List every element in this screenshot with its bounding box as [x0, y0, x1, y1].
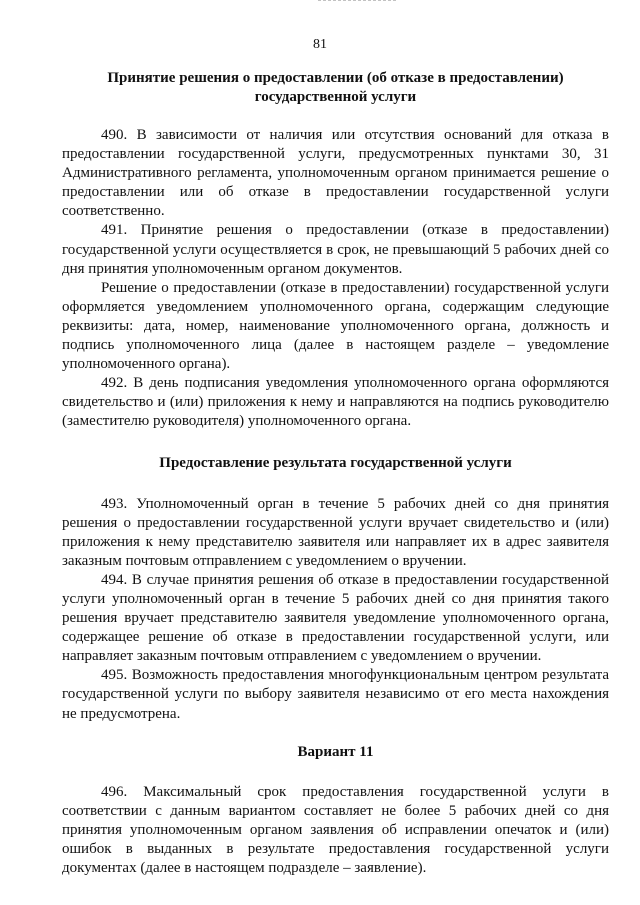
scan-edge-mark	[318, 0, 396, 3]
paragraph-496: 496. Максимальный срок предоставления государственной услуги в соответствии с данным вариантом составляет не более 5 рабочих дней со дня принятия уполномоченным органом заявления об исправлении опечаток и (или) ошибок в выданных в результате предоставления государственной услуги документах (далее в настоящем подразделе – заявление).	[62, 783, 609, 876]
paragraph-494: 494. В случае принятия решения об отказе в предоставлении государственной услуги уполномоченный орган в течение 5 рабочих дней со дня принятия такого решения вручает представителю заявителя уведомление уполномоченного органа, содержащее решение об отказе в предоставлении государственной услуги, или направляет заказным почтовым отправлением с уведомлением о вручении.	[62, 571, 609, 665]
section-decision-body	[62, 126, 609, 432]
section-heading-result: Предоставление результата государственной услуги	[159, 454, 512, 471]
paragraph-491-decision-form: Решение о предоставлении (отказе в предоставлении) государственной услуги оформляется уведомлением уполномоченного органа, содержащим следующие реквизиты: дата, номер, наименование уполномоченного органа, должность и подпись уполномоченного лица (далее в настоящем разделе – уведомление уполномоченного органа).	[62, 279, 609, 373]
section-result-body	[62, 495, 609, 724]
section-heading-decision: Принятие решения о предоставлении (об отказе в предоставлении) государственной услуги	[107, 70, 564, 105]
paragraph-493: 493. Уполномоченный орган в течение 5 рабочих дней со дня принятия решения о предоставлении государственной услуги вручает свидетельство и (или) приложения к нему представителю заявителя или направляет их в адрес заявителя заказным почтовым отправлением с уведомлением о вручении.	[62, 495, 609, 569]
page-content	[62, 69, 609, 878]
section-variant-11-body	[62, 783, 609, 878]
section-heading-variant-11: Вариант 11	[297, 743, 374, 760]
page-number: 81	[313, 37, 327, 52]
paragraph-495: 495. Возможность предоставления многофункциональным центром результата государственной услуги по выбору заявителя независимо от его места нахождения не предусмотрена.	[62, 667, 609, 722]
paragraph-490: 490. В зависимости от наличия или отсутствия оснований для отказа в предоставлении государственной услуги, предусмотренных пунктами 30, 31 Административного регламента, уполномоченным органом принимается решение о предоставлении или об отказе в предоставлении государственной услуги соответственно.	[62, 127, 609, 220]
paragraph-491: 491. Принятие решения о предоставлении (отказе в предоставлении) государственной услуги осуществляется в срок, не превышающий 5 рабочих дней со дня принятия уполномоченным органом документов.	[62, 222, 609, 277]
paragraph-492: 492. В день подписания уведомления уполномоченного органа оформляются свидетельство и (или) приложения к нему и направляются на подпись руководителю (заместителю руководителя) уполномоченного органа.	[62, 375, 609, 430]
